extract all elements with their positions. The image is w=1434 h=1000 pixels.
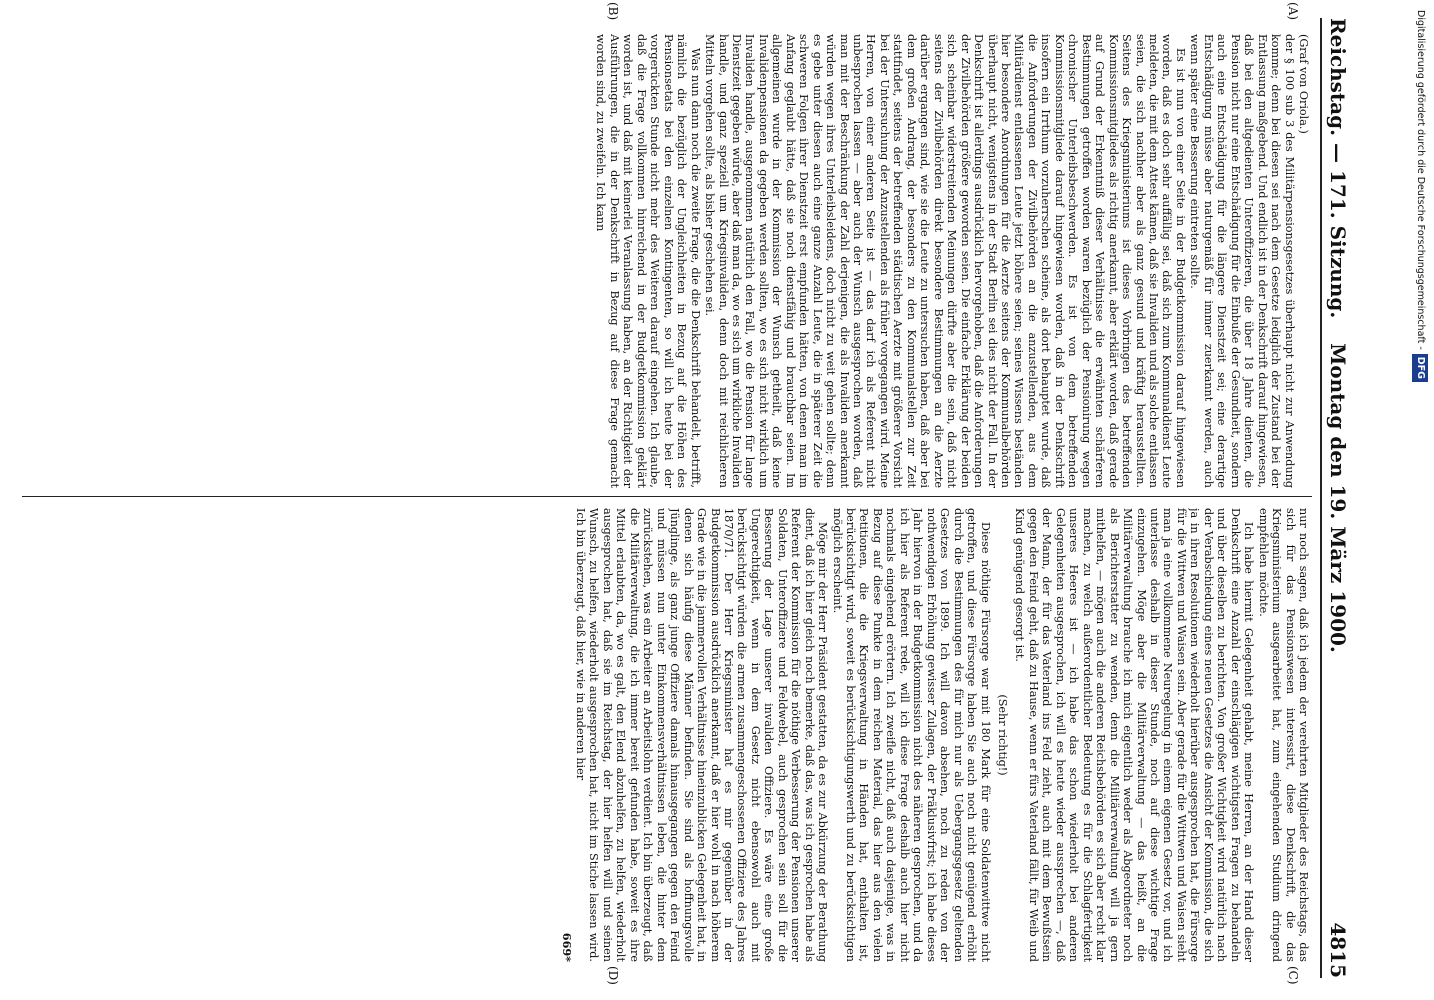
paragraph: Es ist nun von einer Seite in der Budgetkommission darauf hingewiesen worden, daß es doch sehr auffällig sei, daß sich zum Kommunaldienst Leute meldeten, die mit dem Attest kämen, daß sie Invaliden und als solche entlassen seien, die sich nachher aber als ganz gesund und kräftig herausstellten. Seitens des Kriegsministeriums ist dieses Vorbringen des betreffenden Kommissionsmitgliedes als richtig anerkannt, aber erklärt worden, daß gerade auf Grund der Erkenntniß dieser Verhältnisse die erwähnten schärferen Bestimmungen getroffen worden waren bezüglich der Pensionirung wegen chronischer Unterleibsbeschwerden. Es ist von dem betreffenden Kommissionsmitgliede darauf hingewiesen worden, daß in der Denkschrift insofern ein Irrthum vorzuherrschen scheine, als dort behauptet wurde, daß die Anforderungen der Zivilbehörden an die anzustellenden, aus dem Militärdienst entlassenen Leute jetzt höhere seien; seines Wissens beständen hier besondere Anordnungen für die Aerzte seitens der Kommunalbehörden überhaupt nicht, wenigstens in der Stadt Berlin sei dies nicht der Fall. In der Denkschrift ist allerdings ausdrücklich hervorgehoben, daß die Anforderungen der Zivilbehörden größere geworden seien. Die einfache Erklärung der beiden sich scheinbar widerstreitenden Meinungen dürfte aber die sein, daß nicht seitens der Zivilbehörden direkt besondere Bestimmungen an die Aerzte darüber ergangen sind, wie sie die Leute zu untersuchen haben, daß aber bei dem großen Andrang, der besonders zu den Kommunalstellen zur Zeit stattfindet, seitens der betreffenden städtischen Aerzte mit größerer Vorsicht bei der Untersuchung der Anzustellenden als früher vorgegangen wird. Meine Herren, von einer anderen Seite ist — das darf ich als Referent nicht unbesprochen lassen — aber auch der Wunsch ausgesprochen worden, daß man mit der Beschränkung der Zahl derjenigen, die als Invaliden anerkannt würden wegen ihres Unterleibsleidens, doch nicht zu weit gehen sollte; denn es gebe unter diesen auch eine ganze Anzahl Leute, die in späterer Zeit die schweren Folgen ihrer Dienstzeit erst empfunden hätten, von denen man im Anfang geglaubt hätte, daß sie noch dienstfähig und brauchbar seien. Im allgemeinen wurde in der Kommission der Wunsch getheilt, daß keine Invalidenpensionen da gegeben werden sollten, wo es sich nicht wirklich um Invaliden handle, ausgenommen natürlich den Fall, wo die Pension für lange Dienstzeit gegeben würde, aber daß man da, wo es sich um wirkliche Invaliden handle, und ganz speziell um Kriegsinvaliden, denn doch mit reichlicheren Mitteln vorgehen sollte, als bisher geschehen sei. <box>703 34 1187 488</box>
interjection: (Sehr richtig!) <box>996 694 1010 776</box>
right-column <box>20 508 1310 962</box>
paragraph: nur noch sagen, daß ich jedem der verehrten Mitglieder des Reichstags, das sich für das Pensionswesen interessirt, diese Denkschrift, die das Kriegsministerium ausgearbeitet hat, zum eingehenden Studium dringend empfehlen möchte. <box>1256 508 1310 962</box>
page-number: 4815 <box>1326 922 1350 978</box>
digitization-note-text: Digitalisierung gefördert durch die Deutsche Forschungsgemeinschaft - <box>1415 10 1426 350</box>
margin-marker-d: (D) <box>606 966 620 985</box>
margin-marker-b: (B) <box>606 2 620 21</box>
paragraph: Diese nöthige Fürsorge war mit 180 Mark für eine Soldatenwittwe nicht getroffen, und diese Fürsorge haben Sie auch noch nicht genügend erhöht durch die Bestimmungen des für mich nur als Uebergangsgesetz geltenden Gesetzes von 1899. Ich will davon absehen, noch zu reden von der nothwendigen Erhöhung gewisser Zulagen, der Präklusivfrist; ich habe dieses Jahr hiervon in der Budgetkommission nicht des näheren gesprochen, und da ich hier als Referent rede, will ich diese Frage deshalb auch hier nicht nochmals eingehend erörtern. Ich zweifle nicht, daß auch dasjenige, was in Bezug auf diese Punkte in dem reichen Material, das hier aus den vielen Petitionen, die die Kriegsverwaltung in Händen hat, enthalten ist, berücksichtigt wird, soweit es berücksichtigungswerth und zu berücksichtigen möglich erscheint. <box>830 508 992 962</box>
header-left: Reichstag. — 171. Sitzung. <box>1326 18 1350 319</box>
digitization-note <box>1412 10 1428 990</box>
page-header <box>1320 18 1360 978</box>
margin-marker-c: (C) <box>1286 966 1300 985</box>
paragraph: Möge mir der Herr Präsident gestatten, da es zur Abkürzung der Berathung dient, daß ich hier gleich noch bemerke, daß das, was ich gesprochen habe als Referent der Kommission für die nöthige Verbesserung der Pensionen unserer Soldaten, Unteroffiziere und Feldwebel, auch gesprochen sein soll für die Besserung der Lage unserer invaliden Offiziere. Es wäre eine große Ungerechtigkeit, wenn in dem Gesetz nicht ebensowohl auch mit berücksichtigt würden die armen zusammengeschossenen Offiziere des Jahres 1870/71. Der Herr Kriegsminister hat es mir gegenüber in der Budgetkommission ausdrücklich anerkannt, daß er hier wohl in nach höherem Grade wie in die jammervollen Verhältnisse hineinzublicken Gelegenheit hat, in denen sich häufig diese Männer befinden. Sie sind als hoffnungsvolle Jünglinge, als ganz junge Offiziere damals hinausgegangen gegen den Feind und müssen nun unter Einkommensverhältnissen leben, die hinter dem zurückstehen, was ein Arbeiter an Arbeitslohn verdient. Ich bin überzeugt, daß die Militärverwaltung, die ich immer bereit gefunden habe, soweit es ihre Mittel erlaubten, da, wo es galt, den Elend abzuhelfen, zu helfen, wiederholt ausgesprochen hat, daß sie im Reichstag, der hier helfen will und seinen Wunsch, zu helfen, wiederholt ausgesprochen hat, nicht im Stiche lassen wird. Ich bin überzeugt, daß hier, wie in anderen hier <box>573 508 830 962</box>
paragraph: Was nun dann noch die zweite Frage, die die Denkschrift behandelt, betrifft, nämlich die bezüglich der Ungleichheiten in Bezug auf die Höhen des Pensionsetats bei den einzelnen Kontingenten, so will ich heute bei der vorgerückten Stunde nicht mehr des Weiteren darauf eingehen. Ich glaube, daß die Frage vollkommen hinreichend in der Budgetkommission geklärt worden ist, und daß mit keinerlei Veranlassung haben, an der Richtigkeit der Ausführungen, die in der Denkschrift in Bezug auf diese Frage gemacht worden sind, zu zweifeln. Ich kann <box>594 34 702 488</box>
sheet-signature: 669* <box>559 932 574 962</box>
paragraph: Ich habe hiermit Gelegenheit gehabt, meine Herren, an der Hand dieser Denkschrift eine Anzahl der einschlägigen wichtigsten Fragen zu behandeln und über dieselben zu berichten. Von großer Wichtigkeit wird natürlich nach der Verabschiedung eines neuen Gesetzes die Ansicht der Kommission, die sich ja in ihren Resolutionen wiederholt hierüber ausgesprochen hat, die Fürsorge für die Wittwen und Waisen sein. Aber gerade für die Wittwen und Waisen sieht man ja eine vollkommene Neuregelung in einem eigenen Gesetz vor, und ich unterlasse deshalb in dieser Stunde, noch auf diese wichtige Frage einzugehen. Möge aber die Militärverwaltung — das heißt, an die Militärverwaltung brauche ich mich eigentlich weder als Abgeordneter noch als Berichterstatter zu wenden, denn die Militärverwaltung will ja gern mithelfen, — mögen auch die anderen Reichsbehörden es sich aber recht klar machen, zu welch außerordentlicher Bedeutung es für die Schlagfertigkeit unseres Heeres ist — ich habe das schon wiederholt bei anderen Gelegenheiten ausgesprochen, ich will es heute wieder aussprechen —, daß der Mann, der für das Vaterland ins Feld zieht, auch mit dem Bewußtsein gegen den Feind geht, daß zu Hause, wenn er fürs Vaterland fällt, für Weib und Kind genügend gesorgt ist. <box>1013 508 1256 962</box>
dfg-logo: DFG <box>1412 354 1428 382</box>
left-column <box>20 34 1310 488</box>
header-center: Montag den 19. März 1900. <box>1326 343 1350 653</box>
column-divider <box>22 496 1312 497</box>
margin-marker-a: (A) <box>1286 2 1300 21</box>
speaker-line: (Graf von Oriola.) <box>1297 34 1310 134</box>
header-rule <box>1320 18 1322 978</box>
paragraph: der § 100 sub 3 des Militärpensionsgesetzes überhaupt nicht zur Anwendung komme; denn bei diesen sei nach dem Gesetze lediglich der Zustand bei der Entlassung maßgebend. Und endlich ist in der Denkschrift darauf hingewiesen, daß bei den altgedienten Unteroffizieren, die über 18 Jahre dienten, die Pension nicht nur eine Entschädigung für die Einbuße der Gesundheit, sondern auch eine Entschädigung für die längere Dienstzeit sei; eine derartige Entschädigung müsse aber naturgemäß für immer zuerkannt werden, auch wenn später eine Besserung eintreten sollte. <box>1188 34 1296 488</box>
